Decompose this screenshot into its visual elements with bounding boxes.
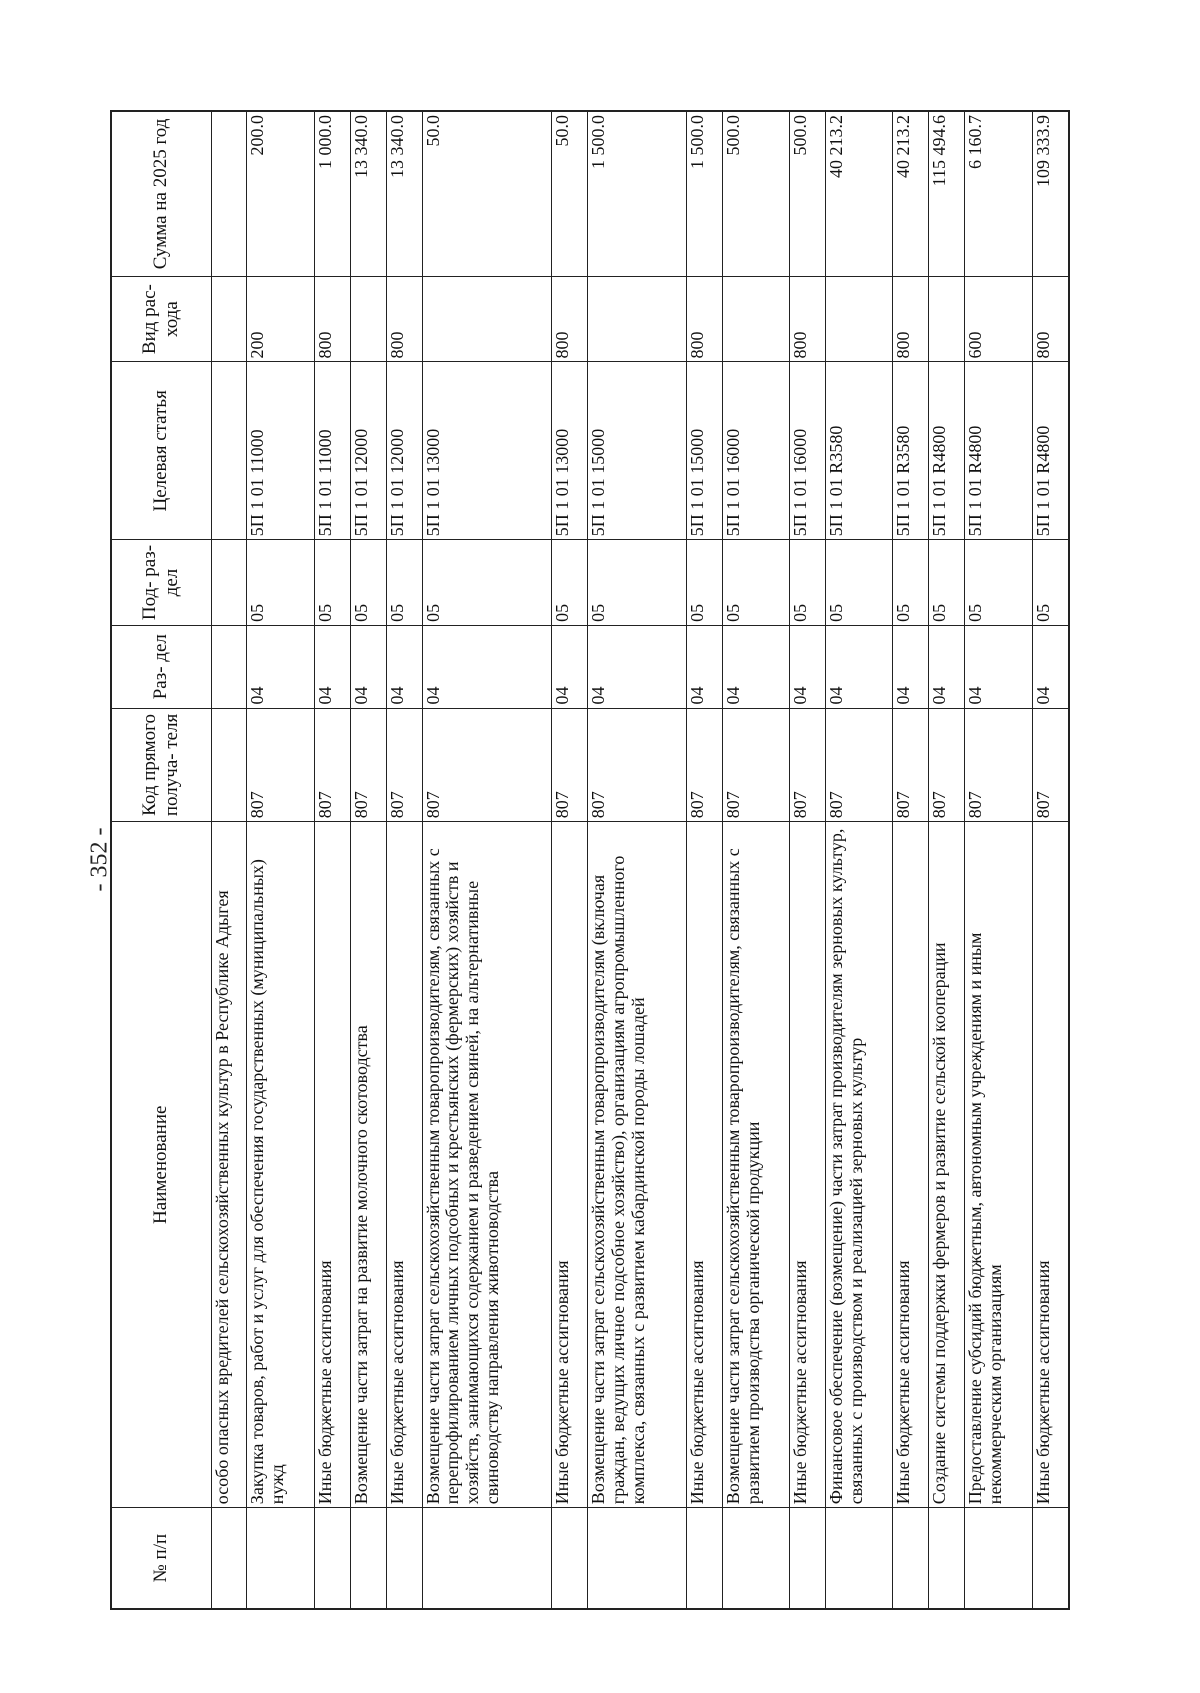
cell-expense-type: 800 <box>790 276 826 362</box>
cell-section: 04 <box>314 625 350 708</box>
rotated-table-container <box>110 110 1070 1610</box>
cell-section: 04 <box>350 625 386 708</box>
cell-target-article: 5П 1 01 15000 <box>588 362 687 540</box>
cell-name: Предоставление субсидий бюджетным, автономным учреждениям и иным некоммерческим организациям <box>965 822 1032 1508</box>
cell-subsection: 05 <box>929 540 965 626</box>
cell-subsection: 05 <box>965 540 1032 626</box>
table-row <box>1032 111 1069 1609</box>
cell-recipient-code: 807 <box>422 708 552 822</box>
table-row <box>826 111 893 1609</box>
cell-subsection: 05 <box>386 540 422 626</box>
cell-sum: 40 213.2 <box>826 111 893 276</box>
cell-sum: 1 500.0 <box>588 111 687 276</box>
table-row <box>722 111 789 1609</box>
cell-num <box>211 1508 247 1609</box>
table-row <box>929 111 965 1609</box>
cell-recipient-code: 807 <box>247 708 314 822</box>
cell-num <box>588 1508 687 1609</box>
cell-target-article: 5П 1 01 R4800 <box>1032 362 1069 540</box>
cell-subsection: 05 <box>350 540 386 626</box>
cell-section: 04 <box>588 625 687 708</box>
cell-section: 04 <box>1032 625 1069 708</box>
header-sum-2025: Сумма на 2025 год <box>111 111 211 276</box>
cell-sum: 500.0 <box>790 111 826 276</box>
cell-subsection: 05 <box>247 540 314 626</box>
cell-recipient-code: 807 <box>929 708 965 822</box>
cell-num <box>247 1508 314 1609</box>
cell-sum: 6 160.7 <box>965 111 1032 276</box>
cell-sum: 50.0 <box>422 111 552 276</box>
cell-subsection: 05 <box>826 540 893 626</box>
table-row <box>211 111 247 1609</box>
cell-subsection: 05 <box>314 540 350 626</box>
table-row <box>314 111 350 1609</box>
cell-subsection: 05 <box>722 540 789 626</box>
cell-recipient-code: 807 <box>552 708 588 822</box>
cell-section: 04 <box>686 625 722 708</box>
cell-subsection: 05 <box>893 540 929 626</box>
cell-expense-type: 800 <box>893 276 929 362</box>
cell-section: 04 <box>247 625 314 708</box>
cell-sum: 109 333.9 <box>1032 111 1069 276</box>
cell-num <box>1032 1508 1069 1609</box>
cell-num <box>552 1508 588 1609</box>
table-row <box>552 111 588 1609</box>
cell-num <box>350 1508 386 1609</box>
cell-recipient-code: 807 <box>893 708 929 822</box>
cell-sum: 50.0 <box>552 111 588 276</box>
cell-target-article: 5П 1 01 R3580 <box>826 362 893 540</box>
cell-recipient-code: 807 <box>686 708 722 822</box>
cell-section <box>211 625 247 708</box>
cell-target-article: 5П 1 01 12000 <box>386 362 422 540</box>
cell-name: Возмещение части затрат сельскохозяйственным товаропроизводителям, связанных с развитием производства органической продукции <box>722 822 789 1508</box>
cell-recipient-code: 807 <box>350 708 386 822</box>
table-row <box>350 111 386 1609</box>
cell-target-article: 5П 1 01 12000 <box>350 362 386 540</box>
table-row <box>588 111 687 1609</box>
cell-expense-type: 600 <box>965 276 1032 362</box>
table-row <box>965 111 1032 1609</box>
cell-num <box>965 1508 1032 1609</box>
cell-name: особо опасных вредителей сельскохозяйственных культур в Республике Адыгея <box>211 822 247 1508</box>
table-header-row <box>111 111 211 1609</box>
cell-target-article <box>211 362 247 540</box>
cell-num <box>893 1508 929 1609</box>
cell-num <box>314 1508 350 1609</box>
cell-sum <box>211 111 247 276</box>
cell-target-article: 5П 1 01 R3580 <box>893 362 929 540</box>
cell-expense-type: 800 <box>386 276 422 362</box>
cell-expense-type <box>422 276 552 362</box>
cell-num <box>422 1508 552 1609</box>
cell-sum: 13 340.0 <box>350 111 386 276</box>
cell-recipient-code: 807 <box>722 708 789 822</box>
cell-name: Иные бюджетные ассигнования <box>790 822 826 1508</box>
table-row <box>686 111 722 1609</box>
cell-section: 04 <box>826 625 893 708</box>
cell-section: 04 <box>722 625 789 708</box>
cell-sum: 1 000.0 <box>314 111 350 276</box>
cell-name: Возмещение части затрат сельскохозяйственным товаропроизводителям (включая граждан, ведущих личное подсобное хозяйство), организациям агропромышленного комплекса, связанных с развитием кабардинской породы лошадей <box>588 822 687 1508</box>
cell-num <box>790 1508 826 1609</box>
cell-expense-type: 800 <box>552 276 588 362</box>
cell-recipient-code <box>211 708 247 822</box>
cell-expense-type <box>929 276 965 362</box>
page-number: - 352 - <box>86 827 113 892</box>
cell-target-article: 5П 1 01 R4800 <box>929 362 965 540</box>
cell-target-article: 5П 1 01 15000 <box>686 362 722 540</box>
cell-subsection: 05 <box>1032 540 1069 626</box>
cell-subsection: 05 <box>790 540 826 626</box>
cell-name: Возмещение части затрат сельскохозяйственным товаропроизводителям, связанных с перепрофилированием личных подсобных и крестьянских (фермерских) хозяйств и хозяйств, занимающихся содержанием и разведением свиней, на альтернативные свиноводству направления животноводства <box>422 822 552 1508</box>
cell-subsection: 05 <box>552 540 588 626</box>
cell-section: 04 <box>552 625 588 708</box>
cell-expense-type <box>211 276 247 362</box>
cell-section: 04 <box>790 625 826 708</box>
cell-sum: 13 340.0 <box>386 111 422 276</box>
cell-name: Возмещение части затрат на развитие молочного скотоводства <box>350 822 386 1508</box>
cell-expense-type <box>588 276 687 362</box>
cell-sum: 500.0 <box>722 111 789 276</box>
cell-sum: 1 500.0 <box>686 111 722 276</box>
cell-target-article: 5П 1 01 16000 <box>790 362 826 540</box>
cell-expense-type: 200 <box>247 276 314 362</box>
cell-num <box>826 1508 893 1609</box>
cell-name: Иные бюджетные ассигнования <box>386 822 422 1508</box>
cell-subsection: 05 <box>588 540 687 626</box>
cell-recipient-code: 807 <box>826 708 893 822</box>
cell-expense-type <box>826 276 893 362</box>
cell-section: 04 <box>422 625 552 708</box>
cell-num <box>386 1508 422 1609</box>
cell-section: 04 <box>929 625 965 708</box>
cell-name: Иные бюджетные ассигнования <box>552 822 588 1508</box>
cell-expense-type <box>722 276 789 362</box>
cell-name: Иные бюджетные ассигнования <box>686 822 722 1508</box>
header-name: Наименование <box>111 822 211 1508</box>
cell-section: 04 <box>965 625 1032 708</box>
cell-name: Финансовое обеспечение (возмещение) части затрат производителям зерновых культур, связанных с производством и реализацией зерновых культур <box>826 822 893 1508</box>
header-num: № п/п <box>111 1508 211 1609</box>
cell-recipient-code: 807 <box>965 708 1032 822</box>
cell-expense-type <box>350 276 386 362</box>
cell-recipient-code: 807 <box>386 708 422 822</box>
header-recipient-code: Код прямого получа- теля <box>111 708 211 822</box>
table-row <box>422 111 552 1609</box>
cell-recipient-code: 807 <box>588 708 687 822</box>
cell-target-article: 5П 1 01 16000 <box>722 362 789 540</box>
cell-name: Иные бюджетные ассигнования <box>314 822 350 1508</box>
cell-name: Иные бюджетные ассигнования <box>1032 822 1069 1508</box>
header-target-article: Целевая статья <box>111 362 211 540</box>
cell-name: Закупка товаров, работ и услуг для обеспечения государственных (муниципальных) нужд <box>247 822 314 1508</box>
cell-section: 04 <box>386 625 422 708</box>
cell-target-article: 5П 1 01 11000 <box>247 362 314 540</box>
cell-target-article: 5П 1 01 13000 <box>422 362 552 540</box>
header-subsection: Под- раз- дел <box>111 540 211 626</box>
cell-recipient-code: 807 <box>790 708 826 822</box>
cell-expense-type: 800 <box>686 276 722 362</box>
cell-sum: 40 213.2 <box>893 111 929 276</box>
table-body <box>211 111 1069 1609</box>
cell-section: 04 <box>893 625 929 708</box>
table-row <box>247 111 314 1609</box>
cell-name: Создание системы поддержки фермеров и развитие сельской кооперации <box>929 822 965 1508</box>
cell-num <box>686 1508 722 1609</box>
cell-target-article: 5П 1 01 11000 <box>314 362 350 540</box>
cell-subsection: 05 <box>422 540 552 626</box>
cell-recipient-code: 807 <box>314 708 350 822</box>
cell-expense-type: 800 <box>314 276 350 362</box>
cell-subsection <box>211 540 247 626</box>
header-section: Раз- дел <box>111 625 211 708</box>
cell-num <box>722 1508 789 1609</box>
table-row <box>790 111 826 1609</box>
cell-expense-type: 800 <box>1032 276 1069 362</box>
cell-num <box>929 1508 965 1609</box>
table-row <box>893 111 929 1609</box>
header-expense-type: Вид рас- хода <box>111 276 211 362</box>
table-row <box>386 111 422 1609</box>
cell-target-article: 5П 1 01 R4800 <box>965 362 1032 540</box>
cell-sum: 115 494.6 <box>929 111 965 276</box>
budget-table <box>110 110 1070 1610</box>
cell-target-article: 5П 1 01 13000 <box>552 362 588 540</box>
cell-recipient-code: 807 <box>1032 708 1069 822</box>
cell-subsection: 05 <box>686 540 722 626</box>
cell-sum: 200.0 <box>247 111 314 276</box>
cell-name: Иные бюджетные ассигнования <box>893 822 929 1508</box>
